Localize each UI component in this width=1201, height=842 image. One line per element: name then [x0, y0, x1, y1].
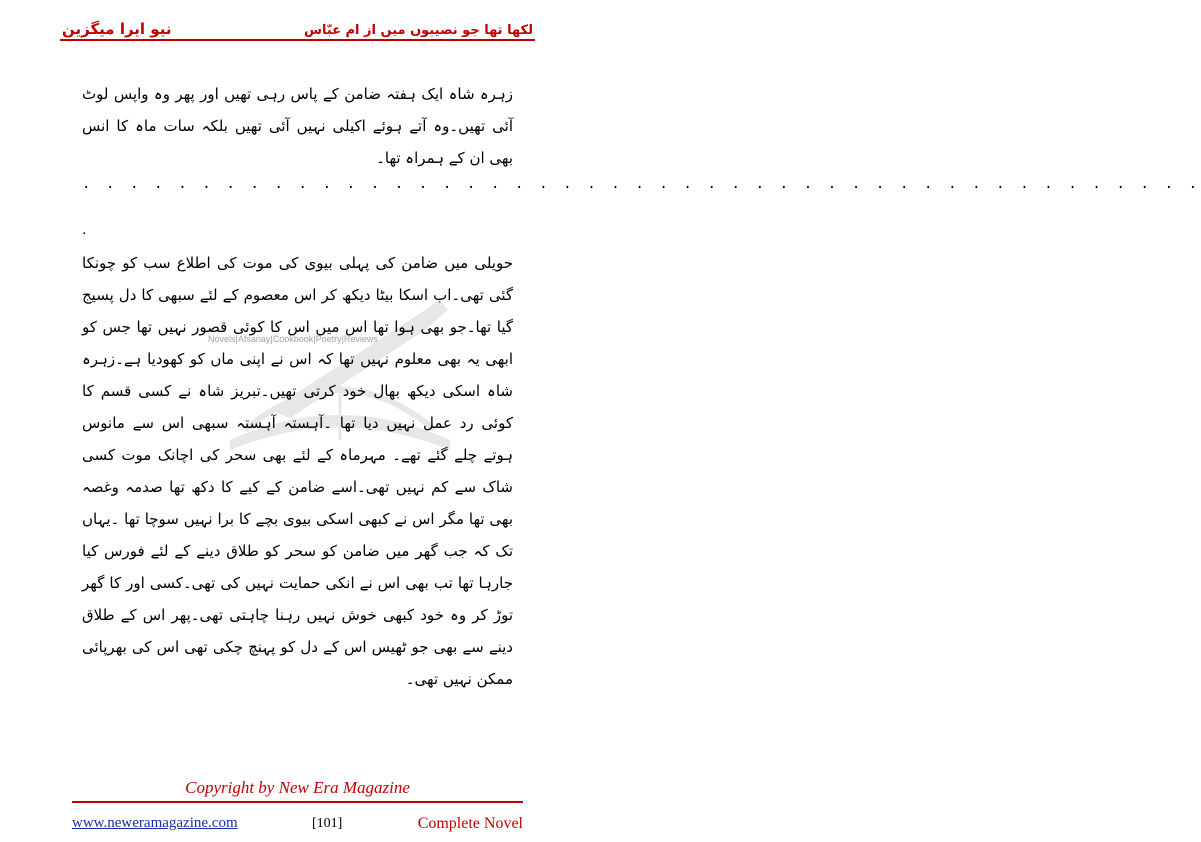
footer-label: Complete Novel [417, 815, 523, 832]
section-separator-dots: . . . . . . . . . . . . . . . . . . . . . . . . . . . . . . . . . . . . . . . . . . . . . . . [82, 176, 1201, 192]
footer-divider [72, 801, 523, 803]
page-footer [72, 815, 523, 837]
paragraph-2: حویلی میں ضامن کی پہلی بیوی کی موت کی اطلاع سب کو چونکا گئی تھی۔اب اسکا بیٹا دیکھ کر اس معصوم کے لئے سبھی کا دل پسیج گیا تھا۔جو بھی ہوا تھا اس میں اس کا کوئی قصور نہیں تھا جس کو ابھی یہ بھی معلوم نہیں تھا کہ اس نے اپنی ماں کو کھودیا ہے۔زہرہ شاہ اسکی دیکھ بھال خود کرتی تھیں۔تبریز شاہ نے کسی قسم کا کوئی رد عمل نہیں دیا تھا ۔آہستہ آہستہ سبھی اس سے مانوس ہوتے چلے گئے تھے۔ مہرماہ کے لئے بھی سحر کی اچانک موت کسی شاک سے کم نہیں تھی۔اسے ضامن کے کیے کا دکھ تھا صدمہ وغصہ بھی تھا مگر اس نے کبھی اسکی بیوی بچے کا برا نہیں سوچا تھا ۔یہاں تک کہ جب گھر میں ضامن کو سحر کو طلاق دینے کے لئے فورس کیا جارہا تھا تب بھی اس نے انکی حمایت نہیں کی تھی۔کسی اور کا گھر توڑ کر وہ خود کبھی خوش نہیں رہنا چاہتی تھی۔پھر اس کے طلاق دینے سے بھی جو ٹھیس اس کے دل کو پہنچ چکی تھی اس کی بھرپائی ممکن نہیں تھی۔ [82, 254, 513, 688]
header-magazine-name: نیو ایرا میگزین [62, 20, 172, 38]
paragraph-1: زہرہ شاہ ایک ہفتہ ضامن کے پاس رہی تھیں اور پھر وہ واپس لوٹ آئی تھیں۔وہ آتے ہوئے اکیلی نہیں آئی تھیں بلکہ سات ماہ کا انس بھی ان کے ہمراہ تھا۔ [82, 85, 513, 167]
header-divider [60, 39, 535, 41]
header-title: لکھا تھا جو نصیبوں میں از ام عبّاس [304, 23, 533, 38]
page-header [62, 6, 533, 38]
copyright-notice: Copyright by New Era Magazine [185, 778, 410, 797]
page-number: [101] [312, 816, 343, 831]
watermark-text: Novels|Afsanay|Cookbook|Poetry|Reviews [208, 334, 378, 344]
section-separator-dot: . [82, 222, 87, 238]
website-link[interactable]: www.neweramagazine.com [72, 815, 238, 831]
